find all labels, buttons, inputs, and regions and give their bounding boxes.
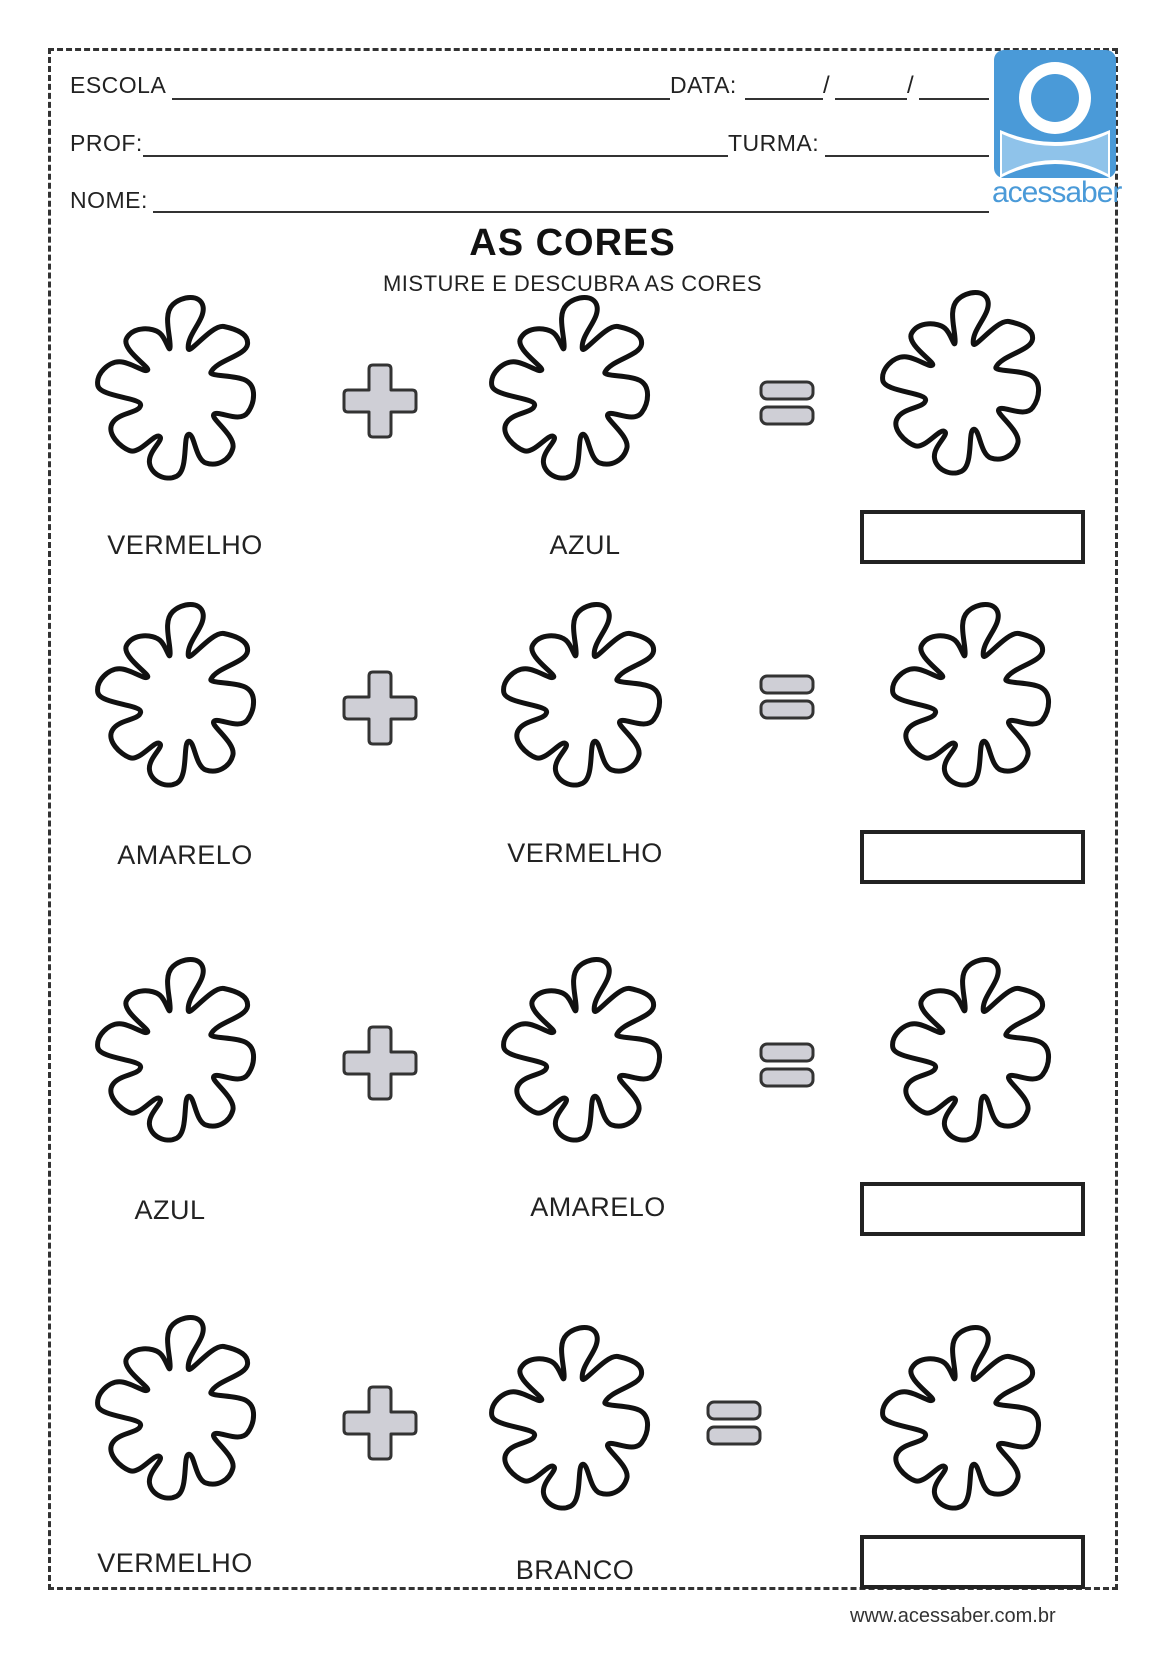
equals-icon [758,378,816,428]
paint-splat-icon[interactable] [78,950,263,1155]
plus-icon [342,1385,418,1461]
paint-splat-icon[interactable] [78,1308,263,1513]
paint-splat-icon[interactable] [873,595,1058,800]
plus-icon [342,670,418,746]
turma-field[interactable] [825,155,989,157]
color-label-right: AZUL [549,530,621,560]
acessaber-logo [992,50,1122,210]
plus-icon [342,363,418,439]
turma-label: TURMA: [728,130,820,156]
paint-splat-icon[interactable] [484,595,669,800]
answer-box[interactable] [860,1182,1085,1236]
nome-label: NOME: [70,187,148,213]
data-month-field[interactable] [835,98,907,100]
data-separator: / [907,72,914,99]
prof-field[interactable] [143,155,728,157]
footer-url: www.acessaber.com.br [850,1605,1056,1627]
equals-icon [758,1040,816,1090]
answer-box[interactable] [860,830,1085,884]
page-subtitle: MISTURE E DESCUBRA AS CORES [382,271,763,296]
escola-field[interactable] [172,98,670,100]
escola-label: ESCOLA [70,72,167,98]
paint-splat-icon[interactable] [863,283,1048,488]
answer-box[interactable] [860,510,1085,564]
paint-splat-icon[interactable] [484,950,669,1155]
logo-text: acessaber [992,176,1122,209]
equals-icon [758,672,816,722]
prof-label: PROF: [70,130,143,156]
color-label-right: VERMELHO [507,838,663,868]
page-title: AS CORES [469,222,676,264]
nome-field[interactable] [153,211,989,213]
paint-splat-icon[interactable] [472,288,657,493]
color-label-right: BRANCO [515,1555,635,1585]
paint-splat-icon[interactable] [78,595,263,800]
equals-icon [705,1398,763,1448]
data-label: DATA: [670,72,737,98]
color-label-left: VERMELHO [97,1548,253,1578]
data-day-field[interactable] [745,98,823,100]
paint-splat-icon[interactable] [863,1318,1048,1523]
color-label-left: VERMELHO [107,530,263,560]
paint-splat-icon[interactable] [78,288,263,493]
paint-splat-icon[interactable] [873,950,1058,1155]
data-separator: / [823,72,830,99]
color-label-left: AZUL [134,1195,206,1225]
color-label-right: AMARELO [530,1192,666,1222]
color-label-left: AMARELO [117,840,253,870]
data-year-field[interactable] [919,98,989,100]
plus-icon [342,1025,418,1101]
answer-box[interactable] [860,1535,1085,1589]
paint-splat-icon[interactable] [472,1318,657,1523]
